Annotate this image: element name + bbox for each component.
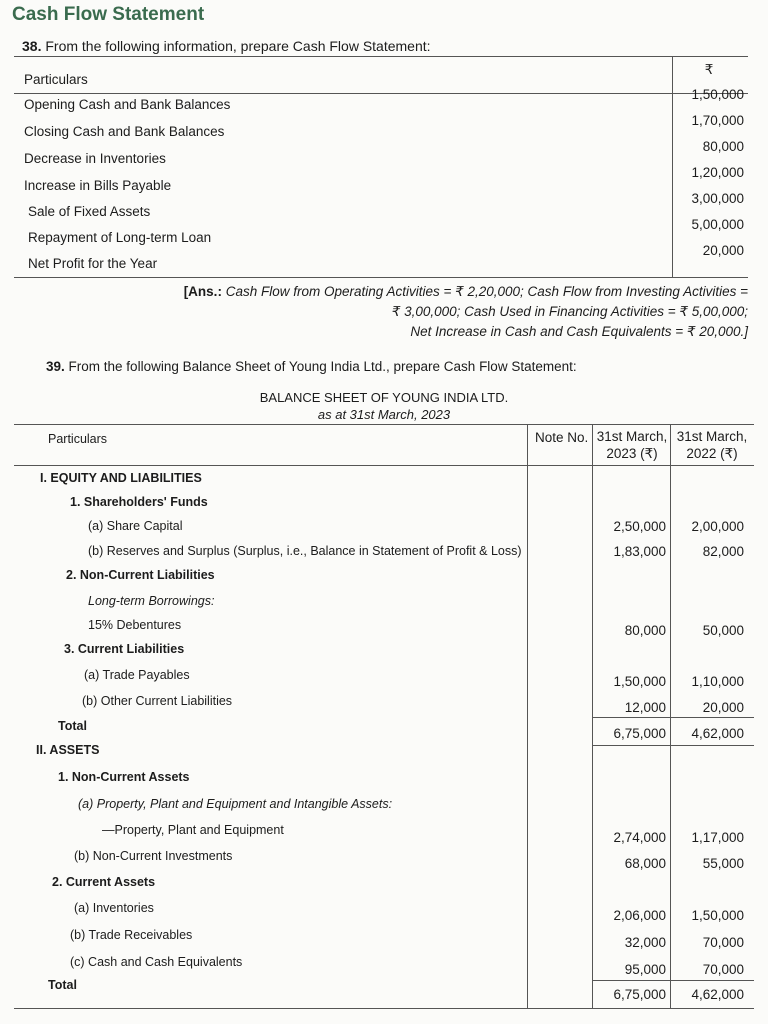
bs-header-note: Note No. <box>535 430 589 445</box>
table-top-rule <box>14 56 748 57</box>
bs-value-2023: 6,75,000 <box>613 987 666 1002</box>
bs-value-2023: 2,74,000 <box>613 830 666 845</box>
question-text: From the following Balance Sheet of Young India Ltd., prepare Cash Flow Statement: <box>68 359 577 374</box>
bs-row-label: II. ASSETS <box>36 743 100 757</box>
bs-value-2022: 82,000 <box>702 544 744 559</box>
table-row-amount: 1,20,000 <box>691 165 744 180</box>
bs-note-divider <box>527 424 528 1008</box>
section-title: Cash Flow Statement <box>12 4 205 25</box>
table-row-label: Net Profit for the Year <box>28 256 158 271</box>
bs-value-2022: 1,50,000 <box>691 908 744 923</box>
bs-header-2023-line1: 31st March, <box>596 429 668 444</box>
table-header-rule <box>14 93 748 94</box>
table-row-label: Increase in Bills Payable <box>24 178 172 193</box>
table-row-label: Sale of Fixed Assets <box>28 204 151 219</box>
bs-header-2022-line2: 2022 (₹) <box>686 446 738 461</box>
table-header-particulars: Particulars <box>24 72 88 87</box>
bs-value-2022: 1,10,000 <box>691 674 744 689</box>
bs-row-label: I. EQUITY AND LIABILITIES <box>40 471 202 485</box>
balance-sheet-subtitle: as at 31st March, 2023 <box>317 407 451 422</box>
bs-row-label: (a) Inventories <box>74 901 154 915</box>
table-row-amount: 5,00,000 <box>691 217 744 232</box>
table-row-amount: 1,70,000 <box>691 113 744 128</box>
total-rule-2-top <box>592 980 754 981</box>
bs-value-2023: 2,06,000 <box>613 908 666 923</box>
bs-row-label: (a) Property, Plant and Equipment and Intangible Assets: <box>78 797 393 811</box>
table-row-amount: 80,000 <box>702 139 744 154</box>
bs-value-2023: 80,000 <box>624 623 666 638</box>
bs-row-label: Total <box>58 719 87 733</box>
answer-line-3: Net Increase in Cash and Cash Equivalents = ₹ 20,000.] <box>410 324 748 339</box>
bs-value-2022: 55,000 <box>702 856 744 871</box>
bs-value-2023: 95,000 <box>624 962 666 977</box>
answer-line-2: ₹ 3,00,000; Cash Used in Financing Activities = ₹ 5,00,000; <box>391 304 748 319</box>
question-number: 38. <box>22 38 42 54</box>
bs-value-2022: 2,00,000 <box>691 519 744 534</box>
balance-sheet-title: BALANCE SHEET OF YOUNG INDIA LTD. <box>259 390 509 405</box>
table-row-label: Closing Cash and Bank Balances <box>24 124 225 139</box>
bs-header-rule <box>14 465 754 466</box>
table-bottom-rule <box>14 277 748 278</box>
table-column-divider <box>672 56 673 277</box>
bs-value-2022: 4,62,000 <box>691 726 744 741</box>
bs-value-2022: 70,000 <box>702 962 744 977</box>
table-row-label: Decrease in Inventories <box>24 151 166 166</box>
bs-value-2022: 20,000 <box>702 700 744 715</box>
bs-row-label: —Property, Plant and Equipment <box>102 823 284 837</box>
bs-2023-divider <box>592 424 593 1008</box>
bs-2022-divider <box>670 424 671 1008</box>
total-rule-1-bottom <box>592 745 754 746</box>
bs-row-label: Long-term Borrowings: <box>88 594 215 608</box>
answer-prefix: [Ans.: <box>183 284 222 299</box>
bs-row-label: (b) Reserves and Surplus (Surplus, i.e., Balance in Statement of Profit & Loss) <box>88 544 522 558</box>
bs-row-label: (a) Share Capital <box>88 519 183 533</box>
table-header-amount: ₹ <box>704 62 714 77</box>
bs-value-2023: 1,50,000 <box>613 674 666 689</box>
bs-value-2022: 4,62,000 <box>691 987 744 1002</box>
answer-text-1: Cash Flow from Operating Activities = ₹ 2,20,000; Cash Flow from Investing Activities = <box>225 284 748 299</box>
bs-header-2022-line1: 31st March, <box>676 429 748 444</box>
bs-value-2023: 2,50,000 <box>613 519 666 534</box>
bs-row-label: 2. Non-Current Liabilities <box>66 568 215 582</box>
bs-value-2022: 50,000 <box>702 623 744 638</box>
bs-value-2022: 70,000 <box>702 935 744 950</box>
bs-value-2023: 1,83,000 <box>613 544 666 559</box>
table-row-label: Opening Cash and Bank Balances <box>24 97 231 112</box>
total-rule-1-top <box>592 717 754 718</box>
bs-value-2022: 1,17,000 <box>691 830 744 845</box>
bs-row-label: (b) Trade Receivables <box>70 928 193 942</box>
answer-line-1 <box>184 284 748 300</box>
table-row-label: Repayment of Long-term Loan <box>28 230 212 245</box>
bs-row-label: (b) Other Current Liabilities <box>82 694 233 708</box>
bs-header-2023-line2: 2023 (₹) <box>606 446 658 461</box>
table-row-amount: 3,00,000 <box>691 191 744 206</box>
bs-row-label: (c) Cash and Cash Equivalents <box>70 955 243 969</box>
bs-row-label: Total <box>48 978 77 992</box>
bs-row-label: 1. Shareholders' Funds <box>70 495 208 509</box>
table-row-amount: 1,50,000 <box>691 87 744 102</box>
bs-top-rule <box>14 424 754 425</box>
bs-header-particulars: Particulars <box>48 432 108 446</box>
bs-row-label: (b) Non-Current Investments <box>74 849 233 863</box>
table-row-amount: 20,000 <box>702 243 744 258</box>
question-38 <box>22 38 431 54</box>
question-number: 39. <box>46 359 65 374</box>
bs-value-2023: 68,000 <box>624 856 666 871</box>
bs-row-label: (a) Trade Payables <box>84 668 190 682</box>
bs-row-label: 2. Current Assets <box>52 875 156 889</box>
question-39 <box>46 359 577 374</box>
bs-value-2023: 12,000 <box>624 700 666 715</box>
bs-value-2023: 6,75,000 <box>613 726 666 741</box>
question-text: From the following information, prepare Cash Flow Statement: <box>45 38 431 54</box>
bs-row-label: 3. Current Liabilities <box>64 642 185 656</box>
bs-row-label: 15% Debentures <box>88 618 182 632</box>
bs-value-2023: 32,000 <box>624 935 666 950</box>
bs-row-label: 1. Non-Current Assets <box>58 770 190 784</box>
bs-bottom-rule <box>14 1008 754 1009</box>
